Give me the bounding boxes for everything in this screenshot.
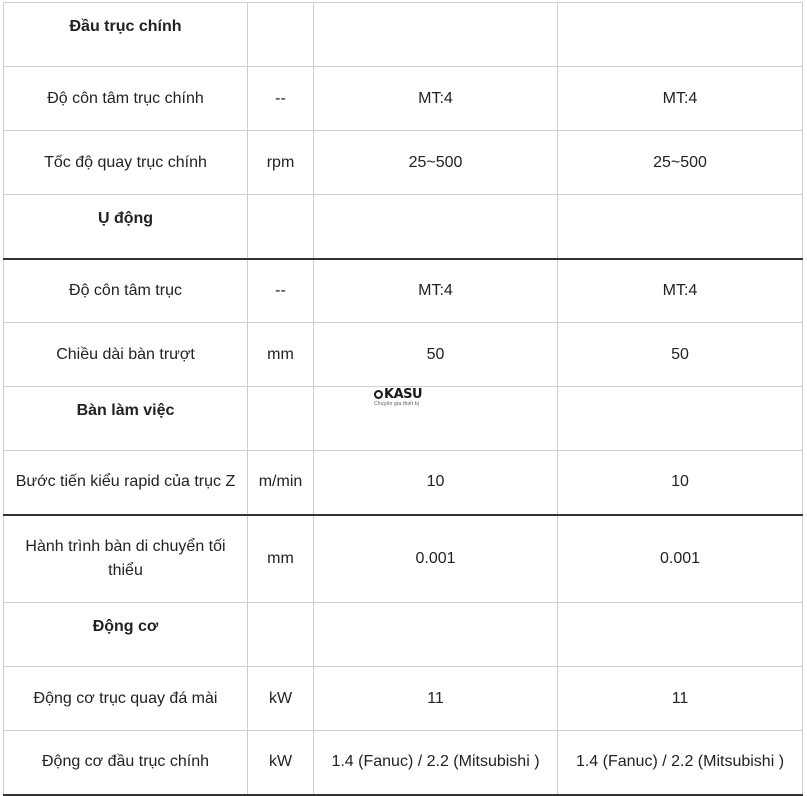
section-row-motor (4, 603, 803, 667)
unit-cell: kW (248, 667, 314, 731)
table-row (4, 259, 803, 323)
value-cell-1: 10 (314, 451, 558, 515)
value-cell-1 (314, 387, 558, 451)
value-cell-1: MT:4 (314, 259, 558, 323)
unit-cell: mm (248, 323, 314, 387)
table-row (4, 67, 803, 131)
value-cell-1 (314, 603, 558, 667)
value-cell-2: 1.4 (Fanuc) / 2.2 (Mitsubishi ) (558, 731, 803, 795)
value-cell-1: MT:4 (314, 67, 558, 131)
value-cell-2: 11 (558, 667, 803, 731)
unit-cell: m/min (248, 451, 314, 515)
value-cell-1: 11 (314, 667, 558, 731)
okasu-logo-mark (374, 388, 422, 401)
table-row (4, 451, 803, 515)
value-cell-2 (558, 3, 803, 67)
value-cell-2: MT:4 (558, 67, 803, 131)
spec-name: Hành trình bàn di chuyển tối thiểu (4, 515, 248, 603)
value-cell-1: 50 (314, 323, 558, 387)
value-cell-2: 0.001 (558, 515, 803, 603)
value-cell-2: 10 (558, 451, 803, 515)
unit-cell (248, 603, 314, 667)
value-cell-1 (314, 3, 558, 67)
value-cell-2: MT:4 (558, 259, 803, 323)
table-row (4, 131, 803, 195)
value-cell-1: 0.001 (314, 515, 558, 603)
value-cell-2: 50 (558, 323, 803, 387)
table-row (4, 667, 803, 731)
section-title: Ụ động (4, 195, 248, 259)
okasu-watermark-logo (374, 388, 422, 407)
spec-name: Độ côn tâm trục chính (4, 67, 248, 131)
section-title: Bàn làm việc (4, 387, 248, 451)
unit-cell: rpm (248, 131, 314, 195)
unit-cell: mm (248, 515, 314, 603)
logo-tagline: Chuyên gia thiết bị (374, 401, 420, 407)
value-cell-1 (314, 195, 558, 259)
spec-name: Chiều dài bàn trượt (4, 323, 248, 387)
section-title: Động cơ (4, 603, 248, 667)
table-row (4, 515, 803, 603)
unit-cell: kW (248, 731, 314, 795)
value-cell-2 (558, 387, 803, 451)
unit-cell: -- (248, 67, 314, 131)
spec-name: Động cơ đầu trục chính (4, 731, 248, 795)
value-cell-2: 25~500 (558, 131, 803, 195)
table-row (4, 323, 803, 387)
value-cell-1: 25~500 (314, 131, 558, 195)
section-title: Đầu trục chính (4, 3, 248, 67)
spec-name: Bước tiến kiểu rapid của trục Z (4, 451, 248, 515)
unit-cell: -- (248, 259, 314, 323)
section-row-spindle-head (4, 3, 803, 67)
section-row-tailstock (4, 195, 803, 259)
unit-cell (248, 387, 314, 451)
unit-cell (248, 3, 314, 67)
unit-cell (248, 195, 314, 259)
logo-text: KASU (384, 387, 423, 402)
value-cell-2 (558, 603, 803, 667)
spec-name: Động cơ trục quay đá mài (4, 667, 248, 731)
spec-name: Độ côn tâm trục (4, 259, 248, 323)
value-cell-2 (558, 195, 803, 259)
table-row (4, 731, 803, 795)
spec-name: Tốc độ quay trục chính (4, 131, 248, 195)
value-cell-1: 1.4 (Fanuc) / 2.2 (Mitsubishi ) (314, 731, 558, 795)
logo-ring-icon (374, 390, 383, 399)
